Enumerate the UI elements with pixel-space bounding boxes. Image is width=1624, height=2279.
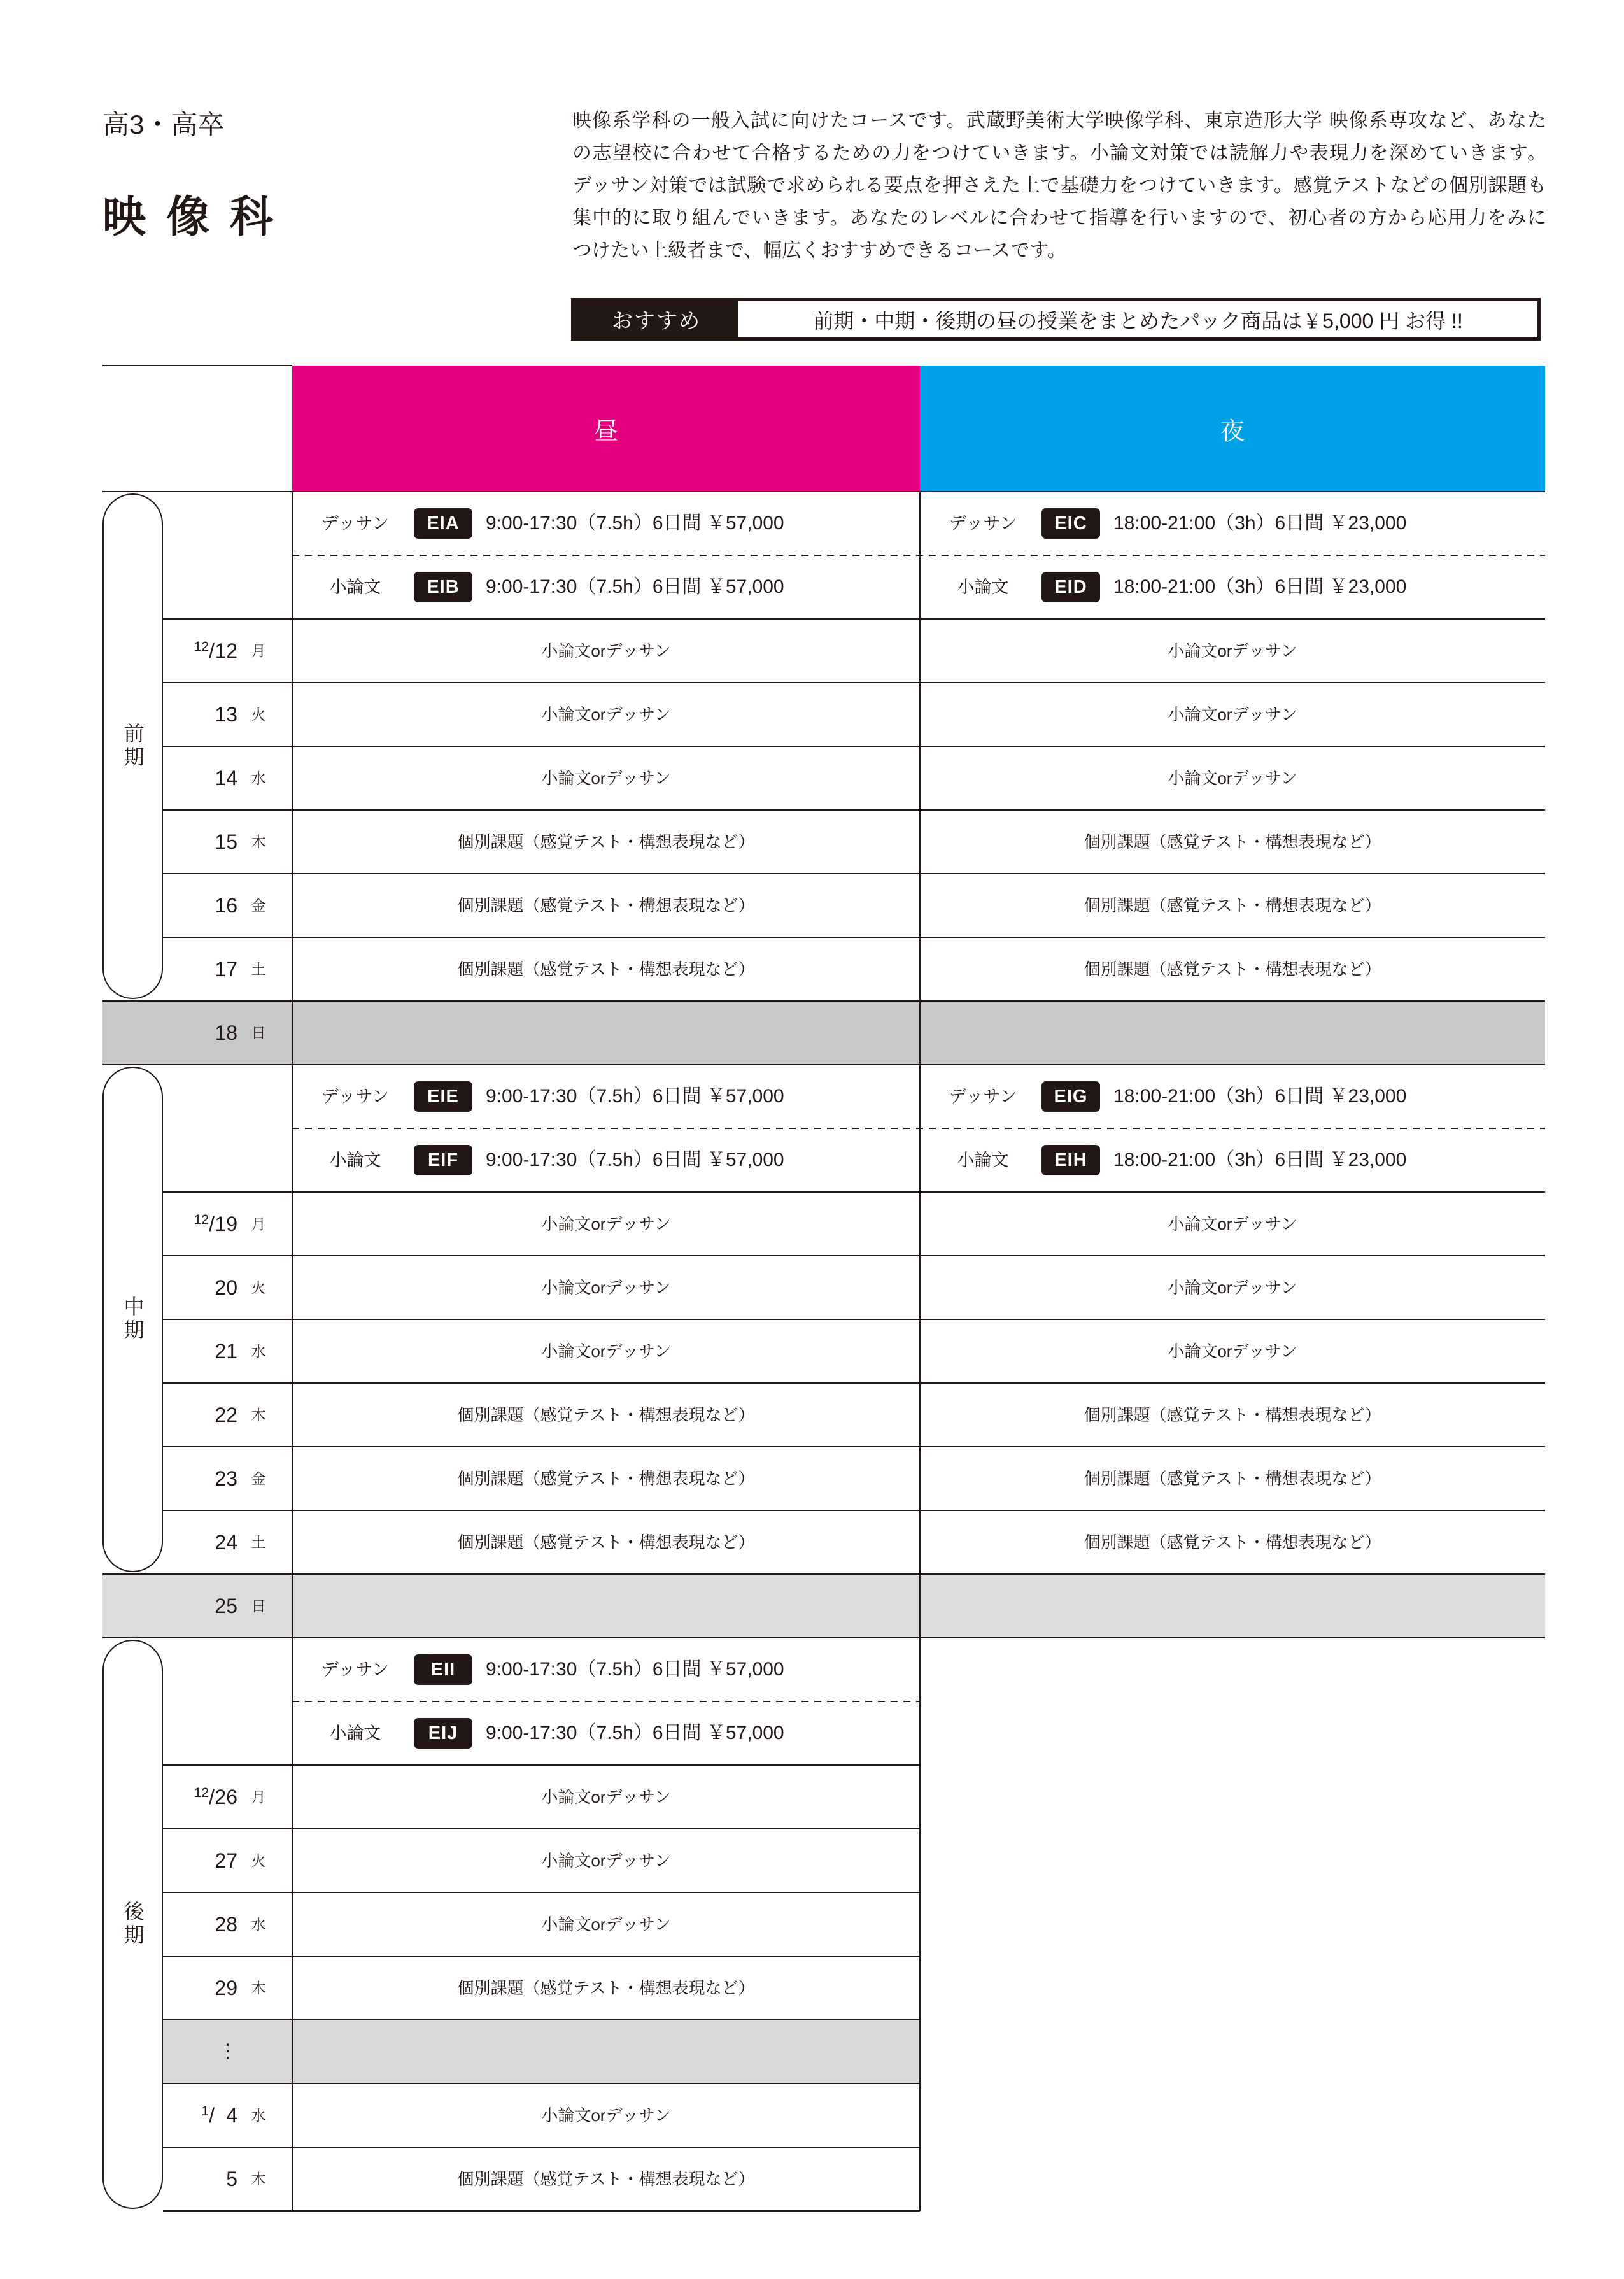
night-session-cell: 個別課題（感覚テスト・構想表現など） xyxy=(1084,1533,1381,1552)
date-prefix xyxy=(194,619,215,687)
day-session-cell: 小論文orデッサン xyxy=(541,1278,671,1297)
course-label: 小論文 xyxy=(329,1724,381,1743)
date-number: 22 xyxy=(215,1403,237,1426)
date-cell xyxy=(163,937,292,1001)
date-cell xyxy=(163,1892,292,1956)
date-number: 16 xyxy=(215,894,237,917)
date-separator: / xyxy=(209,1212,215,1235)
day-session-cell: 個別課題（感覚テスト・構想表現など） xyxy=(457,896,755,915)
weekday-label: 月 xyxy=(251,1789,266,1805)
period-pill xyxy=(102,1640,163,2209)
night-course-cell xyxy=(920,492,1545,555)
course-code-badge: EIF xyxy=(414,1145,472,1175)
weekday-label: 火 xyxy=(251,706,266,723)
day-course-cell xyxy=(292,1128,920,1192)
course-label: 小論文 xyxy=(329,578,381,597)
day-course-cell xyxy=(292,1701,920,1765)
date-number: 24 xyxy=(215,1531,237,1554)
day-session-cell: 小論文orデッサン xyxy=(541,2106,671,2125)
weekday-label: 水 xyxy=(251,1916,266,1933)
date-number: 27 xyxy=(215,1849,237,1872)
course-code-badge: EIG xyxy=(1041,1081,1100,1112)
description-line: デッサン対策では試験で求められる要点を押さえた上で基礎力をつけていきます。感覚テストなどの個別課題も xyxy=(572,175,1546,196)
date-number: 20 xyxy=(215,1276,237,1299)
course-code-badge: EIE xyxy=(414,1081,472,1112)
day-session-cell: 個別課題（感覚テスト・構想表現など） xyxy=(457,1405,755,1424)
night-session-cell: 小論文orデッサン xyxy=(1168,1342,1297,1361)
course-detail: 9:00-17:30（7.5h）6日間 ￥57,000 xyxy=(486,1659,784,1680)
course-code-badge: EIC xyxy=(1041,508,1100,539)
date-number: 29 xyxy=(215,1977,237,1999)
day-session-cell: 小論文orデッサン xyxy=(541,1915,671,1934)
description-line: 集中的に取り組んでいきます。あなたのレベルに合わせて指導を行いますので、初心者の方から応用力をみに xyxy=(572,208,1546,229)
date-separator: / xyxy=(209,1786,215,1808)
day-session-cell: 個別課題（感覚テスト・構想表現など） xyxy=(457,1469,755,1488)
course-label: デッサン xyxy=(321,1660,390,1679)
date-cell xyxy=(163,1829,292,1892)
night-session-cell: 小論文orデッサン xyxy=(1168,1214,1297,1233)
course-label: デッサン xyxy=(321,514,390,533)
weekday-label: 木 xyxy=(251,2171,266,2187)
day-session-cell: 小論文orデッサン xyxy=(541,705,671,724)
weekday-label: 日 xyxy=(251,1025,266,1041)
date-cell xyxy=(163,1256,292,1319)
night-session-cell: 個別課題（感覚テスト・構想表現など） xyxy=(1084,896,1381,915)
period-label: 前期 xyxy=(121,723,145,770)
night-session-cell: 小論文orデッサン xyxy=(1168,705,1297,724)
date-cell xyxy=(163,2084,292,2147)
weekday-label: 土 xyxy=(251,961,266,977)
course-detail: 18:00-21:00（3h）6日間 ￥23,000 xyxy=(1113,576,1407,597)
day-session-cell: 小論文orデッサン xyxy=(541,769,671,788)
date-number: 12 xyxy=(215,639,237,662)
night-session-cell: 個別課題（感覚テスト・構想表現など） xyxy=(1084,1405,1381,1424)
date-cell xyxy=(163,1001,292,1065)
night-course-cell xyxy=(920,1065,1545,1128)
date-cell xyxy=(163,746,292,810)
date-number: 21 xyxy=(215,1340,237,1363)
date-number: 14 xyxy=(215,767,237,790)
course-label: 小論文 xyxy=(329,1151,381,1170)
date-number: 4 xyxy=(226,2104,237,2127)
night-session-cell: 個別課題（感覚テスト・構想表現など） xyxy=(1084,960,1381,979)
weekday-label: 月 xyxy=(251,1216,266,1232)
page-title: 映像科 xyxy=(102,193,294,241)
day-session-cell: 小論文orデッサン xyxy=(541,1342,671,1361)
date-cell xyxy=(163,1510,292,1574)
day-session-cell: 小論文orデッサン xyxy=(541,1851,671,1870)
description-line: 映像系学科の一般入試に向けたコースです。武蔵野美術大学映像学科、東京造形大学 映像系専攻など、あなた xyxy=(572,110,1546,131)
day-course-cell xyxy=(292,492,920,555)
date-cell xyxy=(163,1765,292,1829)
date-cell xyxy=(163,1447,292,1510)
night-session-cell: 個別課題（感覚テスト・構想表現など） xyxy=(1084,1469,1381,1488)
course-detail: 9:00-17:30（7.5h）6日間 ￥57,000 xyxy=(486,1149,784,1170)
course-label: デッサン xyxy=(949,514,1017,533)
day-session-cell: 小論文orデッサン xyxy=(541,641,671,660)
night-session-cell: 小論文orデッサン xyxy=(1168,1278,1297,1297)
course-code-badge: EII xyxy=(414,1654,472,1685)
day-session-cell: 小論文orデッサン xyxy=(541,1787,671,1807)
date-number: 19 xyxy=(215,1212,237,1235)
course-label: デッサン xyxy=(321,1087,390,1106)
weekday-label: 土 xyxy=(251,1534,266,1551)
weekday-label: 火 xyxy=(251,1852,266,1869)
date-cell xyxy=(163,1956,292,2020)
date-prefix xyxy=(194,1192,215,1260)
night-session-cell: 小論文orデッサン xyxy=(1168,641,1297,660)
date-number: 23 xyxy=(215,1467,237,1490)
course-label: 小論文 xyxy=(957,578,1009,597)
date-cell xyxy=(163,2147,292,2211)
day-session-cell: 個別課題（感覚テスト・構想表現など） xyxy=(457,2169,755,2189)
night-course-cell xyxy=(920,1128,1545,1192)
date-number: 28 xyxy=(215,1913,237,1936)
course-code-badge: EIH xyxy=(1041,1145,1100,1175)
course-detail: 18:00-21:00（3h）6日間 ￥23,000 xyxy=(1113,513,1407,534)
date-prefix xyxy=(201,2084,215,2152)
month-label: 12 xyxy=(194,1786,209,1800)
date-number: 25 xyxy=(215,1594,237,1617)
date-number: 17 xyxy=(215,958,237,981)
weekday-label: 水 xyxy=(251,1343,266,1360)
period-label: 後期 xyxy=(121,1901,145,1948)
day-session-cell: 個別課題（感覚テスト・構想表現など） xyxy=(457,960,755,979)
course-label: デッサン xyxy=(949,1087,1017,1106)
weekday-label: 水 xyxy=(251,770,266,786)
ellipsis-mark: ⋮ xyxy=(218,2041,237,2062)
weekday-label: 水 xyxy=(251,2107,266,2124)
day-session-cell: 個別課題（感覚テスト・構想表現など） xyxy=(457,1533,755,1552)
day-course-cell xyxy=(292,1638,920,1701)
day-session-cell: 個別課題（感覚テスト・構想表現など） xyxy=(457,832,755,851)
date-cell xyxy=(163,810,292,874)
weekday-label: 木 xyxy=(251,1407,266,1423)
weekday-label: 金 xyxy=(251,1470,266,1487)
weekday-label: 木 xyxy=(251,1980,266,1996)
date-cell xyxy=(163,1319,292,1383)
description-line: つけたい上級者まで、幅広くおすすめできるコースです。 xyxy=(572,240,1066,261)
date-number: 18 xyxy=(215,1021,237,1044)
weekday-label: 金 xyxy=(251,897,266,914)
date-number: 15 xyxy=(215,830,237,853)
course-detail: 18:00-21:00（3h）6日間 ￥23,000 xyxy=(1113,1086,1407,1107)
recommend-label: おすすめ xyxy=(574,301,738,337)
course-label: 小論文 xyxy=(957,1151,1009,1170)
weekday-label: 火 xyxy=(251,1279,266,1296)
night-session-cell: 小論文orデッサン xyxy=(1168,769,1297,788)
date-prefix xyxy=(194,1765,215,1833)
course-detail: 18:00-21:00（3h）6日間 ￥23,000 xyxy=(1113,1149,1407,1170)
grade-label: 高3・高卒 xyxy=(102,110,225,139)
date-separator: / xyxy=(209,639,215,662)
weekday-label: 月 xyxy=(251,643,266,659)
day-course-cell xyxy=(292,1065,920,1128)
period-pill xyxy=(102,493,163,999)
date-separator: / xyxy=(209,2104,215,2127)
course-code-badge: EIA xyxy=(414,508,472,539)
course-code-badge: EIB xyxy=(414,572,472,602)
night-session-cell: 個別課題（感覚テスト・構想表現など） xyxy=(1084,832,1381,851)
date-cell xyxy=(163,874,292,937)
month-label: 12 xyxy=(194,1212,209,1227)
date-number: 13 xyxy=(215,703,237,726)
date-cell xyxy=(163,1574,292,1638)
date-cell xyxy=(163,619,292,683)
column-header-night: 夜 xyxy=(920,366,1545,492)
day-session-cell: 個別課題（感覚テスト・構想表現など） xyxy=(457,1978,755,1998)
date-cell xyxy=(163,683,292,746)
course-code-badge: EIJ xyxy=(414,1718,472,1749)
course-detail: 9:00-17:30（7.5h）6日間 ￥57,000 xyxy=(486,1086,784,1107)
night-course-cell xyxy=(920,555,1545,619)
day-session-cell: 小論文orデッサン xyxy=(541,1214,671,1233)
day-course-cell xyxy=(292,555,920,619)
date-number: 26 xyxy=(215,1786,237,1808)
period-pill xyxy=(102,1067,163,1572)
date-cell xyxy=(163,1192,292,1256)
course-code-badge: EID xyxy=(1041,572,1100,602)
course-detail: 9:00-17:30（7.5h）6日間 ￥57,000 xyxy=(486,1722,784,1743)
month-label: 12 xyxy=(194,639,209,654)
description-line: の志望校に合わせて合格するための力をつけていきます。小論文対策では読解力や表現力を深めていきます。 xyxy=(572,143,1546,164)
recommend-text: 前期・中期・後期の昼の授業をまとめたパック商品は￥5,000 円 お得 !! xyxy=(813,309,1463,332)
date-cell xyxy=(163,1383,292,1447)
course-detail: 9:00-17:30（7.5h）6日間 ￥57,000 xyxy=(486,576,784,597)
month-label: 1 xyxy=(201,2104,209,2119)
weekday-label: 日 xyxy=(251,1598,266,1614)
course-detail: 9:00-17:30（7.5h）6日間 ￥57,000 xyxy=(486,513,784,534)
weekday-label: 木 xyxy=(251,834,266,850)
column-header-day: 昼 xyxy=(292,366,920,492)
period-label: 中期 xyxy=(121,1296,145,1343)
date-number: 5 xyxy=(226,2168,237,2190)
